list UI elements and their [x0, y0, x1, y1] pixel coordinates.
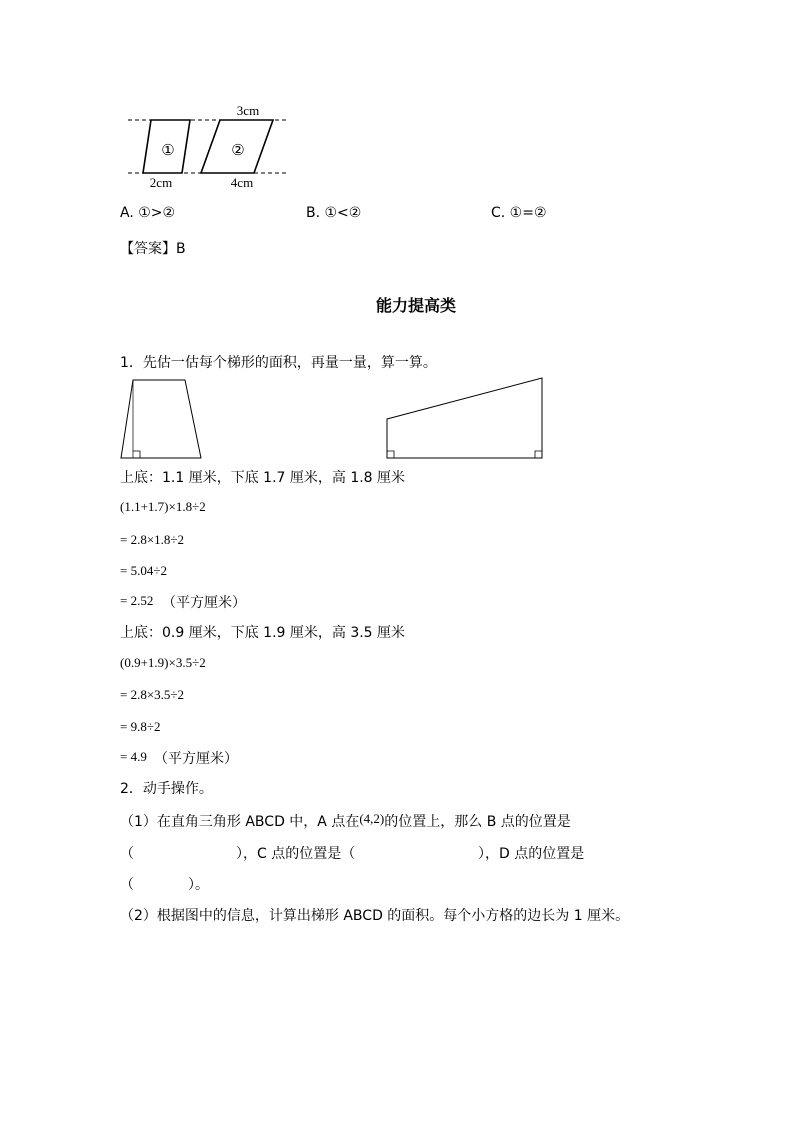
section-title: 能力提高类 — [376, 296, 457, 315]
q2-sub1-line3-open: （ — [120, 877, 134, 893]
q1-part2-measure: 上底：0.9 厘米，下底 1.9 厘米，高 3.5 厘米 — [120, 625, 406, 641]
q1-part1-measure: 上底：1.1 厘米，下底 1.7 厘米，高 1.8 厘米 — [120, 470, 406, 486]
q1-part2-unit: （平方厘米） — [154, 751, 238, 767]
trapezoid-figures — [115, 372, 545, 464]
q1-part1-step-1: (1.1+1.7)×1.8÷2 — [120, 499, 206, 514]
trapezoid-1-right-angle — [133, 451, 140, 458]
option-c: C. ①=② — [491, 205, 547, 221]
q2-sub1-line2-open: （ — [120, 846, 134, 862]
q1-part2-step-3: = 9.8÷2 — [120, 719, 161, 734]
q1-part1-step-2: = 2.8×1.8÷2 — [120, 532, 185, 547]
trapezoid-2-right-angle-right — [535, 451, 542, 458]
trapezoid-2-right-angle-left — [387, 451, 394, 458]
q2-prompt: 2．动手操作。 — [120, 781, 213, 797]
answer: 【答案】B — [120, 241, 186, 257]
option-b: B. ①<② — [306, 205, 362, 221]
q1-part1-step-4: = 2.52 — [120, 593, 154, 608]
trapezoid-2 — [387, 378, 542, 458]
parallelogram-figure — [120, 98, 295, 193]
q1-part1-unit: （平方厘米） — [162, 595, 246, 611]
q2-sub1-text-post: 的位置上，那么 B 点的位置是 — [384, 814, 571, 830]
q1-part2-step-2: = 2.8×3.5÷2 — [120, 687, 185, 702]
top-length-label: 3cm — [236, 103, 260, 118]
q2-sub1-line3-close: ）。 — [188, 877, 209, 893]
q1-prompt: 1．先估一估每个梯形的面积，再量一量，算一算。 — [120, 355, 437, 371]
q1-part2-step-1: (0.9+1.9)×3.5÷2 — [120, 655, 206, 670]
option-a: A. ①>② — [120, 205, 176, 221]
q2-sub1-line2-end: ），D 点的位置是 — [478, 846, 585, 862]
q2-sub1-text-pre: （1）在直角三角形 ABCD 中，A 点在 — [120, 814, 360, 830]
shape-1-label: ① — [161, 143, 175, 159]
q2-sub1-line2-mid: ），C 点的位置是（ — [236, 846, 356, 862]
q2-sub1-line1 — [120, 811, 571, 831]
bottom-right-length-label: 4cm — [230, 175, 254, 190]
q1-part1-step-3: = 5.04÷2 — [120, 563, 167, 578]
q1-part2-step-4: = 4.9 — [120, 749, 147, 764]
shape-2-label: ② — [231, 143, 245, 159]
q2-sub2: （2）根据图中的信息，计算出梯形 ABCD 的面积。每个小方格的边长为 1 厘米。 — [120, 908, 630, 924]
point-a-coordinate: (4,2) — [359, 811, 385, 826]
bottom-left-length-label: 2cm — [149, 175, 173, 190]
